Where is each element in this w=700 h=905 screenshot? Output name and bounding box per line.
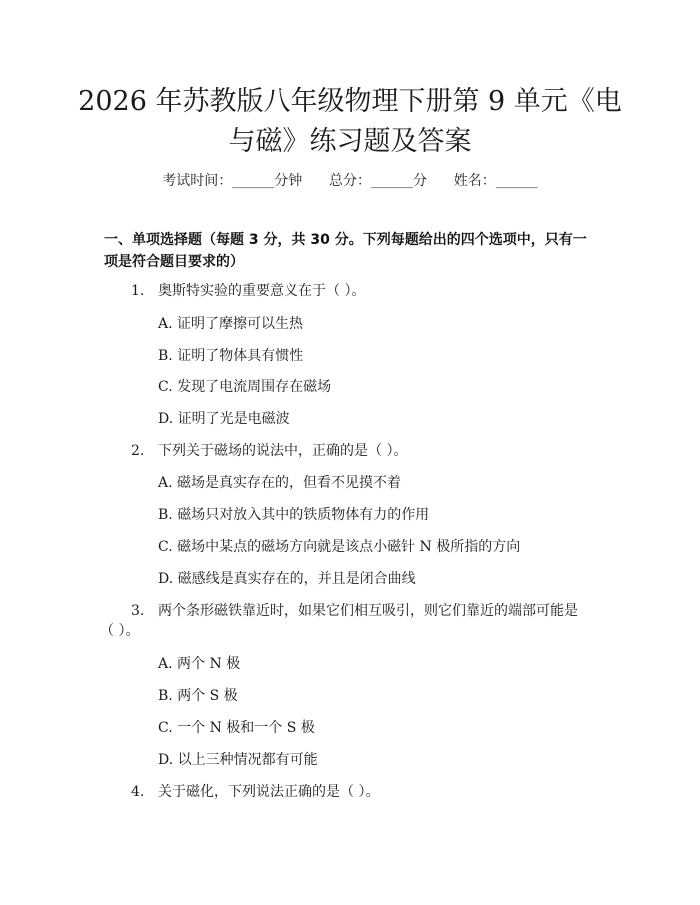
question-option: A. 磁场是真实存在的，但看不见摸不着 bbox=[158, 475, 402, 491]
exam-info-line: 考试时间：______分钟 总分：______分 姓名：______ bbox=[162, 173, 538, 189]
question-number: 1. bbox=[131, 283, 145, 299]
title-line-2: 与磁》练习题及答案 bbox=[228, 126, 472, 157]
question-option: A. 证明了摩擦可以生热 bbox=[158, 316, 304, 332]
title-line-1: 2026 年苏教版八年级物理下册第 9 单元《电 bbox=[78, 86, 622, 117]
document-title bbox=[60, 82, 640, 162]
question-option: C. 发现了电流周围存在磁场 bbox=[158, 379, 332, 395]
question-stem: 奥斯特实验的重要意义在于（ ）。 bbox=[158, 283, 366, 299]
question-option: D. 磁感线是真实存在的，并且是闭合曲线 bbox=[158, 571, 416, 587]
question-stem: 两个条形磁铁靠近时，如果它们相互吸引，则它们靠近的端部可能是 bbox=[158, 603, 578, 619]
question-option: D. 以上三种情况都有可能 bbox=[158, 752, 318, 768]
question-stem-continuation: （ ）。 bbox=[100, 623, 140, 639]
question-option: D. 证明了光是电磁波 bbox=[158, 411, 290, 427]
question-stem: 关于磁化，下列说法正确的是（ ）。 bbox=[158, 784, 380, 800]
question-number: 3. bbox=[131, 603, 145, 619]
question-number: 4. bbox=[131, 784, 145, 800]
question-number: 2. bbox=[131, 443, 145, 459]
question-stem: 下列关于磁场的说法中，正确的是（ ）。 bbox=[158, 443, 408, 459]
question-option: C. 一个 N 极和一个 S 极 bbox=[158, 720, 315, 736]
section-heading: 一、单项选择题（每题 3 分，共 30 分。下列每题给出的四个选项中，只有一项是符合题目要求的） bbox=[104, 232, 587, 270]
question-option: C. 磁场中某点的磁场方向就是该点小磁针 N 极所指的方向 bbox=[158, 539, 521, 555]
question-option: B. 证明了物体具有惯性 bbox=[158, 348, 304, 364]
question-option: A. 两个 N 极 bbox=[158, 656, 241, 672]
question-option: B. 两个 S 极 bbox=[158, 688, 238, 704]
question-option: B. 磁场只对放入其中的铁质物体有力的作用 bbox=[158, 507, 430, 523]
